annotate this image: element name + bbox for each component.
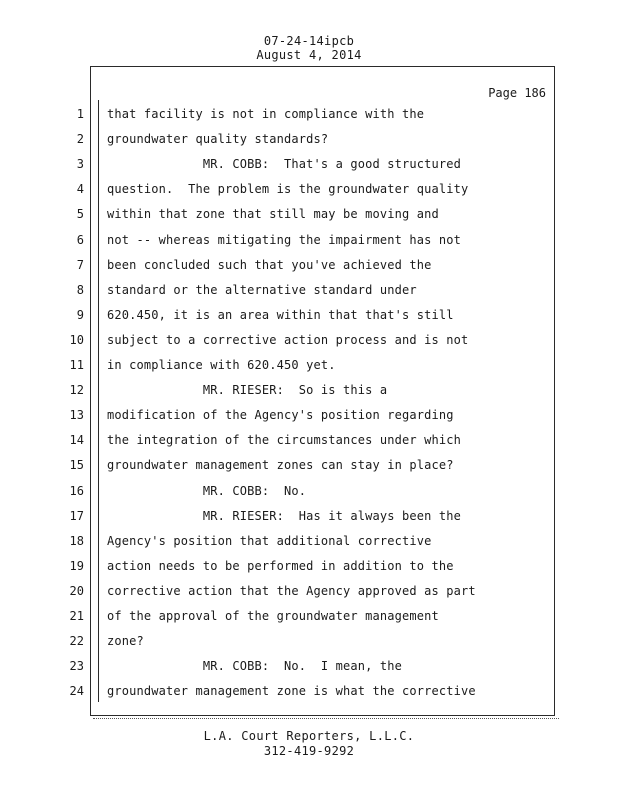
line-number: 10 [69, 333, 84, 347]
line-number: 24 [69, 684, 84, 698]
line-number: 2 [76, 132, 84, 146]
transcript-line-text: MR. COBB: That's a good structured [107, 157, 461, 171]
transcript-line-text: not -- whereas mitigating the impairment has not [107, 233, 461, 247]
transcript-line-text: MR. RIESER: Has it always been the [107, 509, 461, 523]
line-number: 11 [69, 358, 84, 372]
line-number: 17 [69, 509, 84, 523]
file-id: 07-24-14ipcb [263, 34, 355, 48]
line-number: 15 [69, 458, 84, 472]
line-number: 19 [69, 559, 84, 573]
transcript-line-text: of the approval of the groundwater management [107, 609, 439, 623]
transcript-line-text: corrective action that the Agency approved as part [107, 584, 476, 598]
page-number: Page 186 [488, 86, 546, 100]
line-number: 1 [76, 107, 84, 121]
line-number: 9 [76, 308, 84, 322]
transcript-line-text: action needs to be performed in addition to the [107, 559, 454, 573]
transcript-line-text: groundwater quality standards? [107, 132, 329, 146]
transcript-line-text: groundwater management zones can stay in place? [107, 458, 454, 472]
transcript-line-text: MR. COBB: No. [107, 484, 307, 498]
line-number: 4 [76, 182, 84, 196]
line-number: 21 [69, 609, 84, 623]
line-number: 6 [76, 233, 84, 247]
line-number: 23 [69, 659, 84, 673]
transcript-line-text: question. The problem is the groundwater quality [107, 182, 469, 196]
transcript-line-text: subject to a corrective action process and is not [107, 333, 469, 347]
line-number: 14 [69, 433, 84, 447]
line-number: 7 [76, 258, 84, 272]
transcript-line-text: Agency's position that additional corrective [107, 534, 432, 548]
court-reporter-phone: 312-419-9292 [263, 744, 355, 758]
transcript-line-text: within that zone that still may be moving and [107, 207, 439, 221]
line-number: 8 [76, 283, 84, 297]
line-number: 3 [76, 157, 84, 171]
line-number: 16 [69, 484, 84, 498]
transcript-line-text: MR. RIESER: So is this a [107, 383, 388, 397]
court-reporter-name: L.A. Court Reporters, L.L.C. [203, 729, 415, 743]
transcript-line-text: the integration of the circumstances under which [107, 433, 461, 447]
line-number: 13 [69, 408, 84, 422]
transcript-line-text: that facility is not in compliance with the [107, 107, 425, 121]
transcript-line-text: modification of the Agency's position regarding [107, 408, 454, 422]
transcript-line-text: been concluded such that you've achieved the [107, 258, 432, 272]
transcript-date: August 4, 2014 [256, 48, 362, 62]
transcript-line-text: MR. COBB: No. I mean, the [107, 659, 402, 673]
transcript-line-text: in compliance with 620.450 yet. [107, 358, 336, 372]
transcript-line-text: groundwater management zone is what the corrective [107, 684, 476, 698]
transcript-line-text: 620.450, it is an area within that that's still [107, 308, 454, 322]
line-number: 5 [76, 207, 84, 221]
left-margin-rule [98, 100, 99, 702]
line-number: 18 [69, 534, 84, 548]
line-number: 20 [69, 584, 84, 598]
line-number: 12 [69, 383, 84, 397]
transcript-line-text: zone? [107, 634, 144, 648]
line-number: 22 [69, 634, 84, 648]
frame-bottom-shadow [93, 716, 559, 719]
transcript-line-text: standard or the alternative standard under [107, 283, 417, 297]
